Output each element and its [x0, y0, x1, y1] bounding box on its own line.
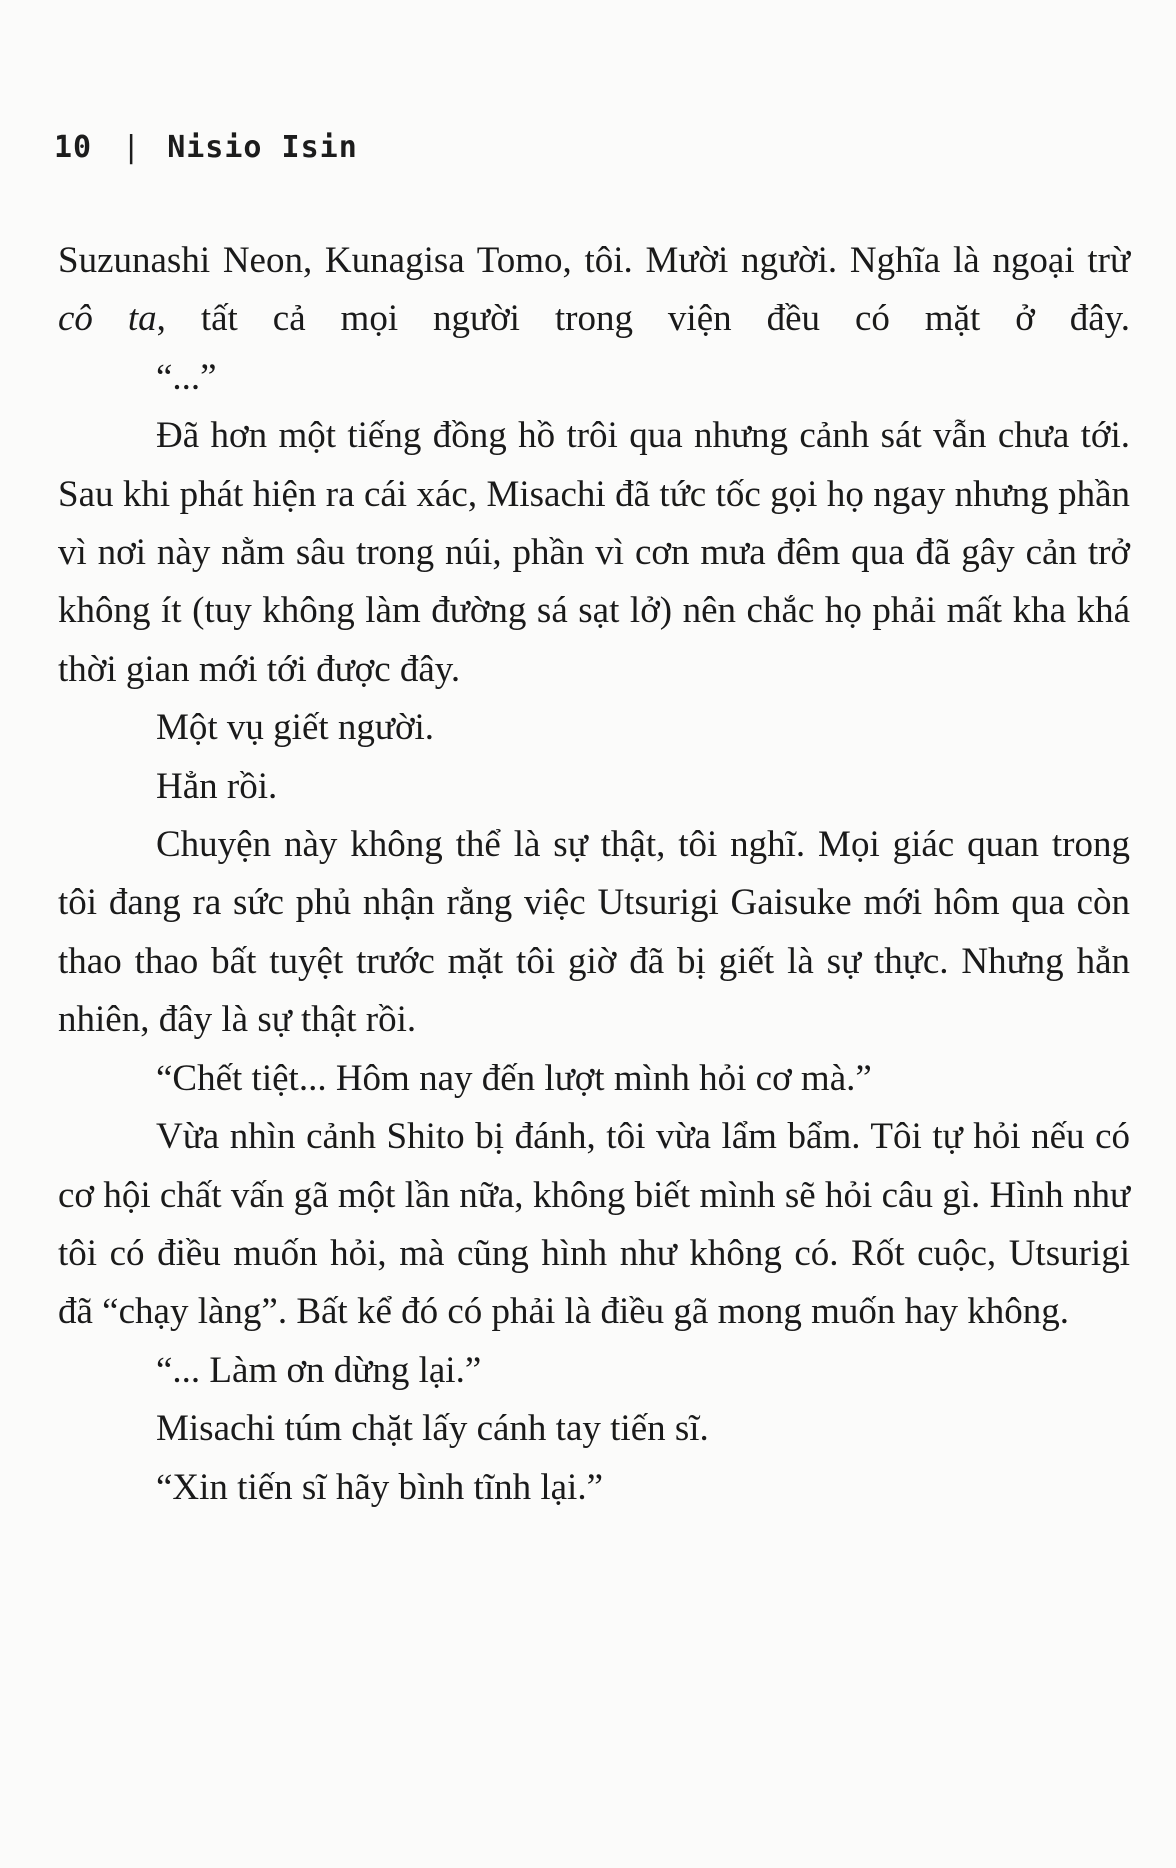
page-number: 10 [54, 130, 93, 165]
paragraph-text: Hẳn rồi. [156, 765, 278, 807]
emphasis-text: cô ta [58, 298, 157, 340]
paragraph-text: , tất cả mọi người trong viện đều có mặt ở đây. [156, 298, 1130, 340]
author-name: Nisio Isin [167, 130, 358, 165]
paragraph-text: “Xin tiến sĩ hãy bình tĩnh lại.” [156, 1466, 603, 1508]
paragraph-text: Một vụ giết người. [156, 707, 435, 749]
running-header [54, 130, 358, 165]
paragraph [58, 1400, 1130, 1458]
paragraph-text: Vừa nhìn cảnh Shito bị đánh, tôi vừa lẩm bẩm. Tôi tự hỏi nếu có cơ hội chất vấn gã một lần nữa, không biết mình sẽ hỏi câu gì. Hình như tôi có điều muốn hỏi, mà cũng hình như không có. Rốt cuộc, Utsurigi đã “chạy làng”. Bất kể đó có phải là điều gã mong muốn hay không. [58, 1116, 1130, 1333]
paragraph-text: “Chết tiệt... Hôm nay đến lượt mình hỏi cơ mà.” [156, 1057, 872, 1099]
paragraph-text: Đã hơn một tiếng đồng hồ trôi qua nhưng cảnh sát vẫn chưa tới. Sau khi phát hiện ra cái xác, Misachi đã tức tốc gọi họ ngay nhưng phần vì nơi này nằm sâu trong núi, phần vì cơn mưa đêm qua đã gây cản trở không ít (tuy không làm đường sá sạt lở) nên chắc họ phải mất kha khá thời gian mới tới được đây. [58, 415, 1130, 690]
header-separator: | [122, 130, 142, 165]
paragraph [58, 758, 1130, 816]
paragraph [58, 1459, 1130, 1517]
paragraph-text: “...” [156, 356, 217, 398]
paragraph [58, 232, 1130, 349]
paragraph [58, 816, 1130, 1050]
paragraph [58, 407, 1130, 699]
paragraph-text: Chuyện này không thể là sự thật, tôi nghĩ. Mọi giác quan trong tôi đang ra sức phủ nhận rằng việc Utsurigi Gaisuke mới hôm qua còn thao thao bất tuyệt trước mặt tôi giờ đã bị giết là sự thực. Nhưng hẳn nhiên, đây là sự thật rồi. [58, 824, 1130, 1041]
paragraph [58, 699, 1130, 757]
paragraph-text: Suzunashi Neon, Kunagisa Tomo, tôi. Mười người. Nghĩa là ngoại trừ [58, 240, 1130, 281]
paragraph [58, 1050, 1130, 1108]
paragraph-text: “... Làm ơn dừng lại.” [156, 1349, 482, 1391]
page-body [58, 232, 1130, 1517]
paragraph-text: Misachi túm chặt lấy cánh tay tiến sĩ. [156, 1408, 709, 1450]
paragraph [58, 1342, 1130, 1400]
paragraph [58, 1108, 1130, 1342]
paragraph [58, 349, 1130, 407]
